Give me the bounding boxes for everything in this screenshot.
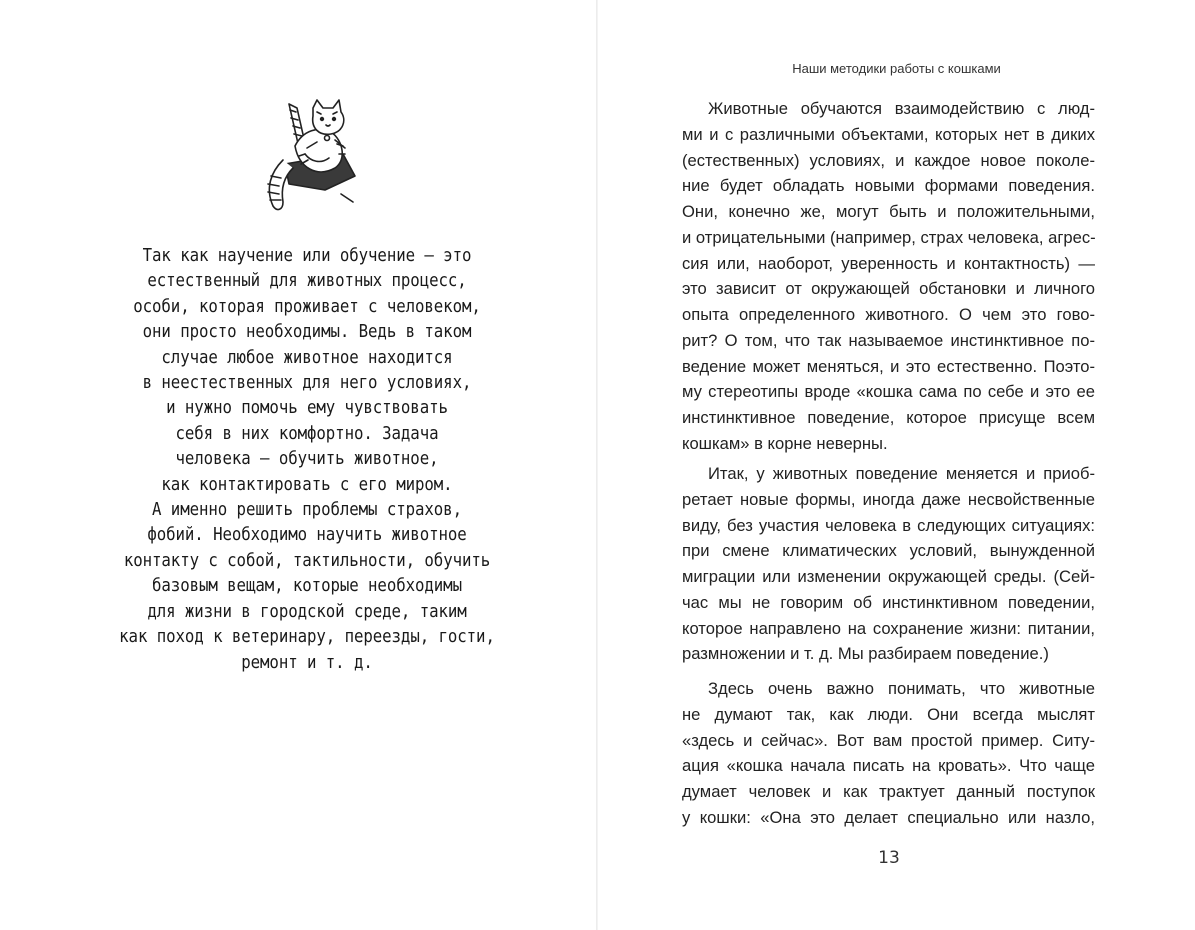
- text-line: кошкам» в корне неверны.: [682, 433, 888, 453]
- text-line: (естественных) условиях, и каждое новое поколе-: [682, 150, 1095, 170]
- text-line: Здесь очень важно понимать, что животные: [708, 679, 1095, 698]
- paragraph: [682, 676, 1095, 831]
- text-line: миграции или изменении окружающей среды. (Сей-: [682, 567, 1095, 586]
- cat-illustration: [255, 98, 365, 214]
- handwritten-line: естественный для животных процесс,: [147, 271, 467, 292]
- text-line: инстинктивное поведение, которое присуще всем: [682, 408, 1095, 427]
- text-line: Они, конечно же, могут быть и положительными,: [682, 202, 1095, 221]
- text-line: при смене климатических условий, вынужденной: [682, 541, 1095, 561]
- handwritten-line: человека — обучить животное,: [175, 449, 439, 470]
- text-line: размножении и т. д. Мы разбираем поведение.): [682, 644, 1049, 664]
- text-line: виду, без участия человека в следующих ситуациях:: [682, 515, 1095, 535]
- handwritten-line: А именно решить проблемы страхов,: [152, 500, 462, 521]
- running-head: Наши методики работы с кошками: [792, 61, 1001, 76]
- handwritten-line: и нужно помочь ему чувствовать: [166, 398, 448, 419]
- handwritten-line: себя в них комфортно. Задача: [175, 423, 439, 444]
- handwritten-line: случае любое животное находится: [161, 347, 453, 368]
- text-line: опыта определенного животного. О чем это гово-: [682, 305, 1095, 324]
- paragraph: [682, 461, 1095, 667]
- text-line: ретает новые формы, иногда даже несвойственные: [682, 489, 1095, 509]
- text-line: ведение может меняться, и это естественно. Поэто-: [682, 356, 1095, 376]
- text-line: му стереотипы вроде «кошка сама по себе и это ее: [682, 382, 1095, 402]
- text-line: ние будет обладать новыми формами поведения.: [682, 176, 1095, 196]
- text-line: и отрицательными (например, страх человека, агрес-: [682, 227, 1096, 247]
- handwritten-line: Так как научение или обучение — это: [142, 246, 472, 266]
- text-line: это зависит от окружающей обстановки и личного: [682, 279, 1095, 299]
- handwritten-line: фобий. Необходимо научить животное: [147, 525, 467, 546]
- text-line: которое направлено на сохранение жизни: питании,: [682, 618, 1095, 638]
- handwritten-note: [0, 244, 614, 676]
- page-number: 13: [878, 848, 900, 868]
- text-line: рит? О том, что так называемое инстинктивное по-: [682, 330, 1095, 350]
- text-line: сия или, наоборот, уверенность и контактность) —: [682, 253, 1095, 273]
- handwritten-line: для жизни в городской среде, таким: [147, 601, 467, 622]
- text-line: Животные обучаются взаимодействию с люд-: [708, 99, 1095, 118]
- text-line: думает человек и как трактует данный поступок: [682, 782, 1095, 801]
- text-line: ация «кошка начала писать на кровать». Что чаще: [682, 756, 1095, 776]
- handwritten-line: ремонт и т. д.: [241, 652, 373, 673]
- left-page: [0, 0, 597, 930]
- text-line: у кошки: «Она это делает специально или назло,: [682, 807, 1095, 827]
- handwritten-line: в неестественных для него условиях,: [142, 373, 472, 394]
- handwritten-line: они просто необходимы. Ведь в таком: [142, 322, 472, 343]
- handwritten-line: особи, которая проживает с человеком,: [133, 296, 481, 317]
- paragraph: [682, 96, 1095, 457]
- handwritten-line: базовым вещам, которые необходимы: [152, 576, 462, 597]
- text-line: Итак, у животных поведение меняется и приоб-: [708, 464, 1095, 483]
- handwritten-line: контакту с собой, тактильности, обучить: [123, 550, 491, 571]
- handwritten-line: как поход к ветеринару, переезды, гости,: [119, 627, 495, 648]
- text-line: «здесь и сейчас». Вот вам простой пример. Ситу-: [682, 730, 1095, 750]
- text-line: не думают так, как люди. Они всегда мыслят: [682, 704, 1095, 724]
- handwritten-line: как контактировать с его миром.: [161, 474, 453, 495]
- text-line: ми и с различными объектами, которых нет в диких: [682, 124, 1095, 144]
- text-line: час мы не говорим об инстинктивном поведении,: [682, 592, 1095, 612]
- right-page: [598, 0, 1195, 930]
